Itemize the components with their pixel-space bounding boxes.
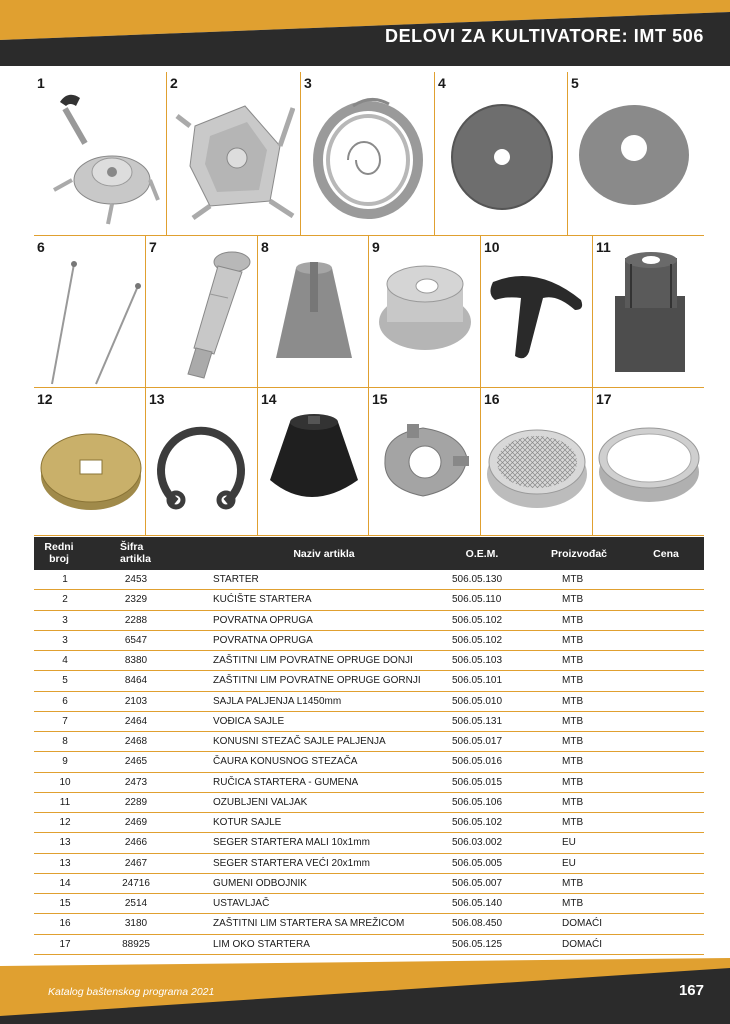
- part-number: 8: [261, 239, 269, 255]
- part-cell-3: [301, 72, 435, 236]
- part-number: 11: [596, 239, 611, 255]
- cell-redni-broj: 3: [62, 634, 68, 646]
- cell-naziv: ZAŠTITNI LIM POVRATNE OPRUGE DONJI: [213, 655, 413, 666]
- table-row: [34, 671, 704, 691]
- header-sifra-line1: Šifra: [120, 541, 144, 553]
- cell-naziv: STARTER: [213, 574, 259, 585]
- cell-redni-broj: 13: [59, 857, 71, 869]
- catalog-name: Katalog baštenskog programa 2021: [48, 986, 215, 998]
- header-redni-line2: broj: [49, 553, 69, 565]
- cell-proizvodjac: MTB: [562, 877, 584, 889]
- cell-redni-broj: 9: [62, 756, 68, 768]
- cell-proizvodjac: MTB: [562, 776, 584, 788]
- starter-assembly-icon: [42, 80, 160, 228]
- part-cell-15: [369, 388, 481, 536]
- cell-sifra: 2473: [124, 776, 148, 788]
- cell-sifra: 8464: [124, 675, 148, 687]
- table-row: [34, 692, 704, 712]
- cell-sifra: 2468: [124, 736, 148, 747]
- col-redni-broj: [34, 541, 84, 565]
- part-number: 2: [170, 75, 178, 91]
- cell-proizvodjac: MTB: [562, 634, 584, 646]
- cell-sifra: 2469: [124, 817, 148, 828]
- cell-naziv: OZUBLJENI VALJAK: [213, 796, 308, 808]
- cell-redni-broj: 7: [62, 715, 68, 727]
- part-cell-10: [481, 236, 593, 388]
- header-sifra-line2: artikla: [120, 553, 151, 565]
- cell-redni-broj: 11: [59, 796, 71, 808]
- table-row: [34, 631, 704, 651]
- cell-naziv: KUĆIŠTE STARTERA: [213, 594, 312, 606]
- cell-naziv: VOĐICA SAJLE: [213, 715, 285, 727]
- cell-naziv: KONUSNI STEZAČ SAJLE PALJENJA: [213, 736, 386, 747]
- page-header: [0, 0, 730, 66]
- part-number: 6: [37, 239, 45, 255]
- cell-proizvodjac: EU: [562, 837, 576, 849]
- cell-oem: 506.05.106: [452, 796, 503, 808]
- cell-proizvodjac: MTB: [562, 756, 584, 768]
- part-cell-4: [435, 72, 568, 236]
- cell-naziv: SEGER STARTERA MALI 10x1mm: [213, 837, 370, 849]
- cell-redni-broj: 14: [59, 877, 71, 889]
- cell-sifra: 2103: [124, 695, 148, 707]
- part-number: 16: [484, 391, 500, 407]
- col-sifra-artikla: [120, 541, 166, 565]
- part-number: 5: [571, 75, 579, 91]
- rubber-handle-icon: [487, 264, 587, 364]
- rope-guide-icon: [154, 244, 254, 384]
- cell-sifra: 2514: [124, 898, 148, 909]
- snap-ring-icon: [156, 418, 252, 514]
- cell-oem: 506.03.002: [452, 837, 503, 849]
- starter-housing-icon: [175, 86, 295, 226]
- serrated-roller-icon: [609, 250, 691, 374]
- cell-proizvodjac: DOMAĆI: [562, 918, 602, 930]
- part-cell-6: [34, 236, 146, 388]
- table-row: [34, 590, 704, 610]
- table-row: [34, 793, 704, 813]
- cell-proizvodjac: MTB: [562, 614, 584, 626]
- upper-spring-plate-icon: [578, 104, 690, 206]
- table-body: [34, 570, 704, 955]
- conical-clamp-icon: [268, 258, 360, 368]
- cell-naziv: ČAURA KONUSNOG STEZAČA: [213, 756, 358, 768]
- lower-spring-plate-icon: [449, 102, 555, 212]
- part-number: 3: [304, 75, 312, 91]
- recoil-spring-icon: [313, 92, 423, 222]
- cell-proizvodjac: MTB: [562, 715, 584, 727]
- rubber-bumper-icon: [266, 408, 362, 512]
- table-row: [34, 854, 704, 874]
- cell-proizvodjac: MTB: [562, 574, 584, 585]
- table-row: [34, 874, 704, 894]
- cell-redni-broj: 12: [59, 817, 71, 828]
- cell-oem: 506.05.016: [452, 756, 503, 768]
- cell-sifra: 2289: [124, 796, 148, 808]
- cell-redni-broj: 4: [62, 655, 68, 666]
- part-cell-17: [593, 388, 704, 536]
- cell-sifra: 3180: [124, 918, 148, 930]
- cell-redni-broj: 15: [59, 898, 71, 909]
- table-row: [34, 570, 704, 590]
- part-number: 9: [372, 239, 380, 255]
- part-cell-14: [258, 388, 369, 536]
- cell-redni-broj: 13: [59, 837, 71, 849]
- cell-proizvodjac: EU: [562, 857, 576, 869]
- cell-oem: 506.05.140: [452, 898, 503, 909]
- part-cell-2: [167, 72, 301, 236]
- part-cell-11: [593, 236, 704, 388]
- cell-proizvodjac: MTB: [562, 594, 584, 606]
- cell-proizvodjac: MTB: [562, 796, 584, 808]
- part-cell-16: [481, 388, 593, 536]
- table-row: [34, 935, 704, 955]
- col-proizvodjac: Proizvođač: [550, 548, 608, 560]
- parts-row-3: [34, 388, 704, 536]
- col-naziv: Naziv artikla: [293, 548, 355, 560]
- parts-table: [34, 537, 704, 955]
- table-row: [34, 813, 704, 833]
- cell-proizvodjac: MTB: [562, 898, 584, 909]
- part-cell-8: [258, 236, 369, 388]
- cell-naziv: POVRATNA OPRUGA: [213, 634, 313, 646]
- cell-redni-broj: 16: [59, 918, 71, 930]
- cell-oem: 506.05.131: [452, 715, 503, 727]
- cell-oem: 506.05.015: [452, 776, 503, 788]
- cell-naziv: KOTUR SAJLE: [213, 817, 282, 828]
- cell-sifra: 2466: [124, 837, 148, 849]
- cell-redni-broj: 6: [62, 695, 68, 707]
- cell-oem: 506.05.110: [452, 594, 502, 606]
- cell-sifra: 2467: [124, 857, 148, 869]
- cell-redni-broj: 1: [62, 574, 68, 585]
- part-number: 1: [37, 75, 45, 91]
- cell-proizvodjac: MTB: [562, 655, 584, 666]
- cell-oem: 506.05.010: [452, 695, 503, 707]
- header-redni-line1: Redni: [44, 541, 74, 553]
- table-row: [34, 914, 704, 934]
- cell-redni-broj: 2: [62, 594, 68, 606]
- cell-oem: 506.08.450: [452, 918, 503, 930]
- cell-naziv: LIM OKO STARTERA: [213, 938, 310, 950]
- cell-sifra: 88925: [122, 938, 150, 950]
- cell-naziv: SEGER STARTERA VEĆI 20x1mm: [213, 857, 370, 869]
- part-number: 12: [37, 391, 53, 407]
- cell-oem: 506.05.125: [452, 938, 503, 950]
- cell-proizvodjac: MTB: [562, 675, 584, 687]
- cell-naziv: RUČICA STARTERA - GUMENA: [213, 776, 359, 788]
- col-cena: Cena: [653, 548, 679, 560]
- starter-rope-icon: [40, 256, 144, 386]
- cell-oem: 506.05.005: [452, 857, 503, 869]
- cell-oem: 506.05.101: [452, 675, 503, 687]
- table-row: [34, 833, 704, 853]
- cell-naziv: GUMENI ODBOJNIK: [213, 877, 307, 889]
- mesh-guard-icon: [485, 420, 589, 512]
- cell-sifra: 2465: [124, 756, 148, 768]
- table-row: [34, 651, 704, 671]
- part-number: 10: [484, 239, 500, 255]
- page-number: 167: [678, 982, 704, 999]
- cell-redni-broj: 17: [59, 938, 71, 950]
- cell-proizvodjac: MTB: [562, 695, 584, 707]
- cell-sifra: 8380: [124, 655, 148, 666]
- cell-sifra: 2464: [124, 715, 148, 727]
- cell-proizvodjac: MTB: [562, 736, 584, 747]
- col-oem: O.E.M.: [465, 548, 499, 560]
- starter-ring-icon: [597, 422, 701, 506]
- table-header: [34, 537, 704, 570]
- clamp-bushing-icon: [375, 264, 475, 358]
- table-row: [34, 732, 704, 752]
- cell-sifra: 2329: [124, 594, 148, 606]
- part-cell-7: [146, 236, 258, 388]
- part-number: 13: [149, 391, 165, 407]
- part-cell-1: [34, 72, 167, 236]
- table-row: [34, 773, 704, 793]
- cell-sifra: 2453: [124, 574, 148, 585]
- cell-proizvodjac: DOMAĆI: [562, 938, 602, 950]
- cell-oem: 506.05.130: [452, 574, 503, 585]
- cell-naziv: SAJLA PALJENJA L1450mm: [213, 695, 342, 707]
- stopper-icon: [375, 420, 475, 504]
- cell-oem: 506.05.102: [452, 817, 503, 828]
- part-number: 7: [149, 239, 157, 255]
- cell-redni-broj: 8: [62, 736, 68, 747]
- cell-naziv: USTAVLJAČ: [213, 898, 270, 909]
- parts-row-1: [34, 72, 704, 236]
- part-cell-13: [146, 388, 258, 536]
- table-row: [34, 894, 704, 914]
- part-number: 4: [438, 75, 446, 91]
- cell-redni-broj: 3: [62, 614, 68, 626]
- page-footer: [0, 958, 730, 1024]
- cell-oem: 506.05.103: [452, 655, 503, 666]
- cell-sifra: 24716: [122, 877, 150, 889]
- part-cell-5: [568, 72, 704, 236]
- cell-proizvodjac: MTB: [562, 817, 584, 828]
- cell-redni-broj: 10: [59, 776, 71, 788]
- cell-oem: 506.05.007: [452, 877, 503, 889]
- part-number: 14: [261, 391, 277, 407]
- cell-oem: 506.05.017: [452, 736, 503, 747]
- cell-naziv: ZAŠTITNI LIM STARTERA SA MREŽICOM: [213, 918, 405, 930]
- cell-sifra: 6547: [124, 634, 148, 646]
- part-number: 15: [372, 391, 388, 407]
- table-row: [34, 712, 704, 732]
- parts-row-2: [34, 236, 704, 388]
- cell-naziv: ZAŠTITNI LIM POVRATNE OPRUGE GORNJI: [213, 675, 421, 687]
- cell-naziv: POVRATNA OPRUGA: [213, 614, 313, 626]
- cell-redni-broj: 5: [62, 675, 68, 687]
- cell-sifra: 2288: [124, 614, 148, 626]
- cell-oem: 506.05.102: [452, 614, 503, 626]
- part-number: 17: [596, 391, 612, 407]
- page-title: DELOVI ZA KULTIVATORE: IMT 506: [384, 26, 704, 46]
- table-row: [34, 752, 704, 772]
- part-cell-12: [34, 388, 146, 536]
- table-row: [34, 611, 704, 631]
- rope-pulley-icon: [40, 424, 142, 512]
- part-cell-9: [369, 236, 481, 388]
- cell-oem: 506.05.102: [452, 634, 503, 646]
